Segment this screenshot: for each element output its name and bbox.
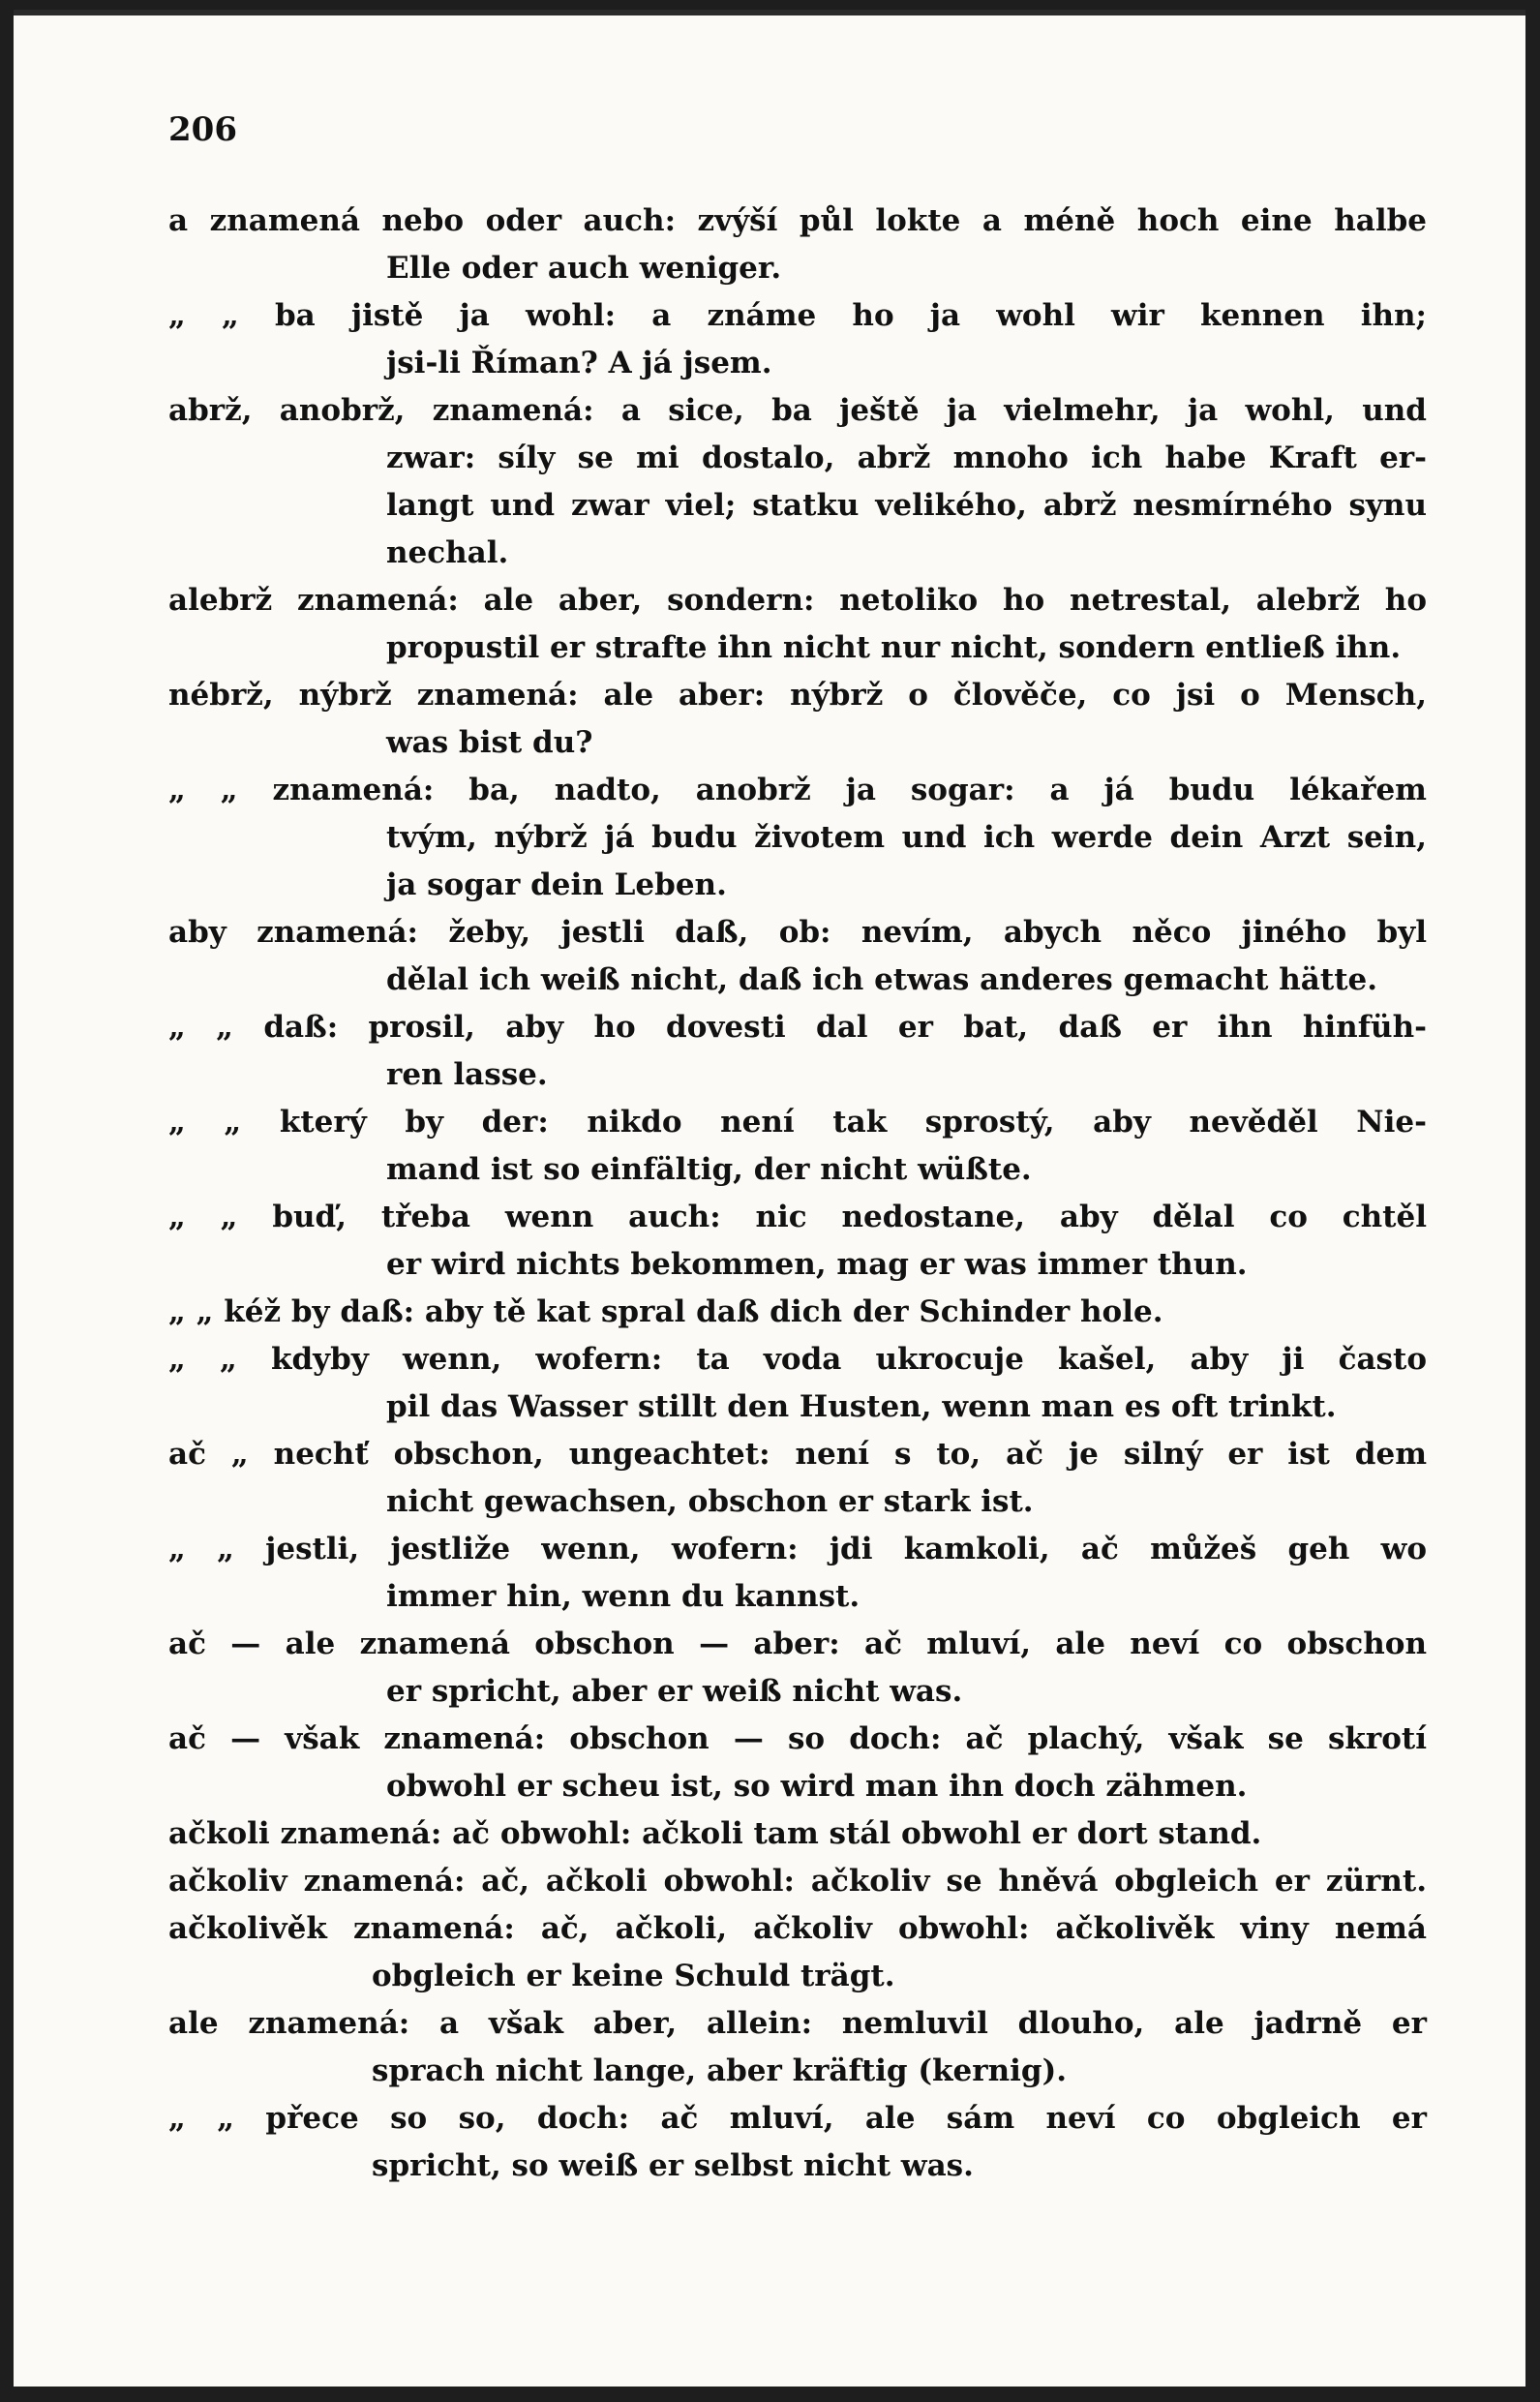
entry-line: ačkolivěk znamená: ač, ačkoli, ačkoliv obwohl: ačkolivěk viny nemá: [168, 1911, 1427, 1946]
entry-line: nébrž, nýbrž znamená: ale aber: nýbrž o člověče, co jsi o Mensch,: [168, 678, 1427, 713]
entry-ackoli: [168, 1810, 1427, 1858]
entry-line: ren lasse.: [386, 1057, 548, 1092]
entry-line: a znamená nebo oder auch: zvýší půl lokte a méně hoch eine halbe: [168, 203, 1427, 238]
page-number: 206: [168, 110, 237, 149]
entry-abrz: [168, 387, 1427, 577]
dictionary-entries: [168, 198, 1427, 2190]
entry-ditto-dass: [168, 1004, 1427, 1099]
entry-line: dělal ich weiß nicht, daß ich etwas anderes gemacht hätte.: [386, 962, 1378, 997]
entry-line: ja sogar dein Leben.: [386, 867, 727, 902]
entry-line: alebrž znamená: ale aber, sondern: netoliko ho netrestal, alebrž ho: [168, 583, 1427, 618]
entry-line: zwar: síly se mi dostalo, abrž mnoho ich habe Kraft er-: [386, 441, 1427, 475]
entry-line: ačkoliv znamená: ač, ačkoli obwohl: ačkoliv se hněvá obgleich er zürnt.: [168, 1864, 1427, 1899]
entry-ac: [168, 1431, 1427, 1526]
entry-ditto-jestli: [168, 1526, 1427, 1621]
entry-line: propustil er strafte ihn nicht nur nicht, sondern entließ ihn.: [386, 630, 1402, 665]
entry-line: „ „ kéž by daß: aby tě kat spral daß dich der Schinder hole.: [168, 1294, 1163, 1329]
entry-line: obgleich er keine Schuld trägt.: [372, 1959, 895, 1993]
entry-ditto-kdyby: [168, 1336, 1427, 1431]
entry-ditto-ba: [168, 292, 1427, 387]
book-page: [14, 10, 1525, 2387]
entry-line: langt und zwar viel; statku velikého, abrž nesmírného synu: [386, 488, 1427, 523]
entry-alebrz: [168, 577, 1427, 672]
entry-line: obwohl er scheu ist, so wird man ihn doch zähmen.: [386, 1769, 1248, 1804]
entry-line: nechal.: [386, 535, 509, 570]
entry-line: abrž, anobrž, znamená: a sice, ba ještě ja vielmehr, ja wohl, und: [168, 393, 1427, 428]
top-border: [14, 10, 1525, 15]
entry-ditto-kez: [168, 1289, 1427, 1336]
entry-ale: [168, 2000, 1427, 2095]
entry-a: [168, 198, 1427, 292]
entry-line: er wird nichts bekommen, mag er was immer thun.: [386, 1247, 1248, 1282]
entry-ackoliv: [168, 1858, 1427, 1905]
entry-aby: [168, 909, 1427, 1004]
entry-line: spricht, so weiß er selbst nicht was.: [372, 2148, 974, 2183]
entry-line: ač — ale znamená obschon — aber: ač mluví, ale neví co obschon: [168, 1627, 1427, 1661]
entry-ackolivek: [168, 1905, 1427, 2000]
entry-ditto-ktery: [168, 1099, 1427, 1194]
entry-line: ač — však znamená: obschon — so doch: ač plachý, však se skrotí: [168, 1721, 1427, 1756]
entry-line: „ „ který by der: nikdo není tak sprostý, aby nevěděl Nie-: [168, 1105, 1427, 1140]
entry-line: tvým, nýbrž já budu životem und ich werde dein Arzt sein,: [386, 820, 1427, 855]
entry-line: nicht gewachsen, obschon er stark ist.: [386, 1484, 1034, 1519]
entry-line: jsi-li Říman? A já jsem.: [386, 346, 772, 380]
entry-nebrz: [168, 672, 1427, 767]
entry-line: was bist du?: [386, 725, 593, 760]
entry-ac-ale: [168, 1621, 1427, 1716]
entry-line: „ „ daß: prosil, aby ho dovesti dal er bat, daß er ihn hinfüh-: [168, 1010, 1427, 1045]
entry-line: immer hin, wenn du kannst.: [386, 1579, 861, 1614]
entry-line: ačkoli znamená: ač obwohl: ačkoli tam stál obwohl er dort stand.: [168, 1816, 1262, 1851]
entry-line: „ „ ba jistě ja wohl: a známe ho ja wohl wir kennen ihn;: [168, 298, 1427, 333]
entry-line: pil das Wasser stillt den Husten, wenn man es oft trinkt.: [386, 1389, 1337, 1424]
entry-line: „ „ jestli, jestliže wenn, wofern: jdi kamkoli, ač můžeš geh wo: [168, 1532, 1427, 1566]
entry-line: er spricht, aber er weiß nicht was.: [386, 1674, 963, 1709]
entry-line: aby znamená: žeby, jestli daß, ob: nevím, abych něco jiného byl: [168, 915, 1427, 950]
entry-line: „ „ znamená: ba, nadto, anobrž ja sogar: a já budu lékařem: [168, 773, 1427, 807]
entry-line: „ „ buď, třeba wenn auch: nic nedostane, aby dělal co chtěl: [168, 1200, 1427, 1234]
entry-ac-vsak: [168, 1716, 1427, 1810]
entry-line: Elle oder auch weniger.: [386, 251, 782, 286]
entry-line: „ „ přece so so, doch: ač mluví, ale sám neví co obgleich er: [168, 2101, 1427, 2136]
entry-line: ale znamená: a však aber, allein: nemluvil dlouho, ale jadrně er: [168, 2006, 1427, 2041]
entry-ditto-prece: [168, 2095, 1427, 2190]
entry-line: ač „ nechť obschon, ungeachtet: není s to, ač je silný er ist dem: [168, 1437, 1427, 1472]
entry-ditto-bud: [168, 1194, 1427, 1289]
entry-line: mand ist so einfältig, der nicht wüßte.: [386, 1152, 1032, 1187]
entry-line: sprach nicht lange, aber kräftig (kernig).: [372, 2053, 1068, 2088]
entry-line: „ „ kdyby wenn, wofern: ta voda ukrocuje kašel, aby ji často: [168, 1342, 1427, 1377]
entry-ditto-nadto: [168, 767, 1427, 909]
